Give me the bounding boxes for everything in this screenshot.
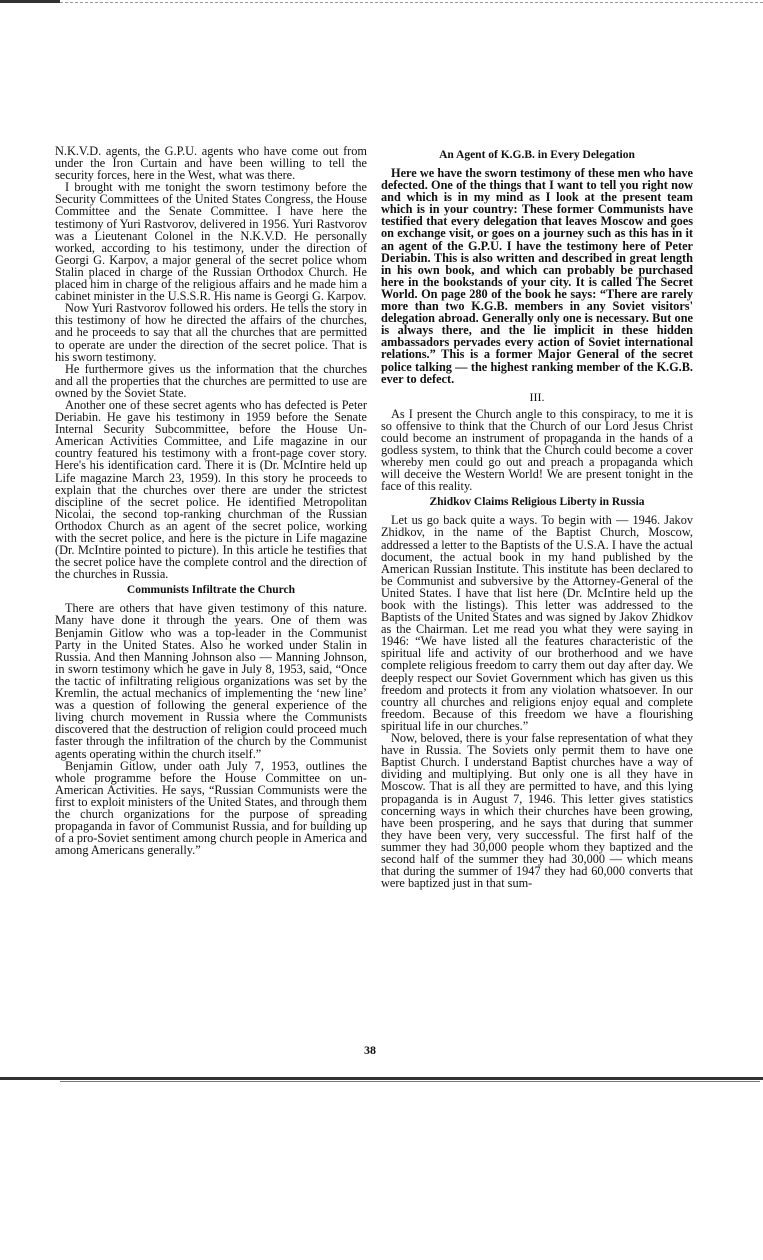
- left-paragraph-1: N.K.V.D. agents, the G.P.U. agents who have come out from under the Iron Curtain and have been willing to tell the security forces, here in the West, what was there.: [55, 144, 367, 183]
- section-heading-kgb-agent: An Agent of K.G.B. in Every Delegation: [439, 149, 635, 161]
- page-number: 38: [364, 1043, 376, 1057]
- section-heading-infiltrate: Communists Infiltrate the Church: [126, 584, 296, 597]
- right-paragraph-3: Let us go back quite a ways. To begin with — 1946. Jakov Zhidkov, in the name of the Baptist Church, Moscow, addressed a letter to the Baptists of the U.S.A. I have the actual document, the actual book in my hand published by the American Russian Institute. This institute has been declared to be Communist and subversive by the Attorney-General of the United States. I have that list here (Dr. McIntire held up the book with the listings). This letter was addressed to the Baptists of the United States and was signed by Jakov Zhidkov as the Chairman. Let me read you what they were saying in 1946: “We have listed all the features characteristic of the spiritual life and activity of our brotherhood and we have complete religious freedom to carry them out day after day. We deeply respect our Soviet Government which has given us this freedom and protects it from any violation whatsoever. In our country all churches and religions enjoy equal and complete freedom. Because of this freedom we have a flourishing spiritual life in our churches.”: [381, 513, 693, 733]
- right-paragraph-4: Now, beloved, there is your false representation of what they have in Russia. The Soviets only permit them to have one Baptist Church. I understand Baptist churches have a way of dividing and multiplying. But only one is all they have in Moscow. That is all they are permitted to have, and this lying propaganda is in August 7, 1946. This letter gives statistics concerning ways in which their churches have been growing, have been prospering, and he says that during that summer they have been very, very successful. The first half of the summer they had 30,000 people whom they baptized and the second half of the summer they had 30,000 — which means that during the summer of 1947 they had 60,000 converts that were baptized just in that sum-: [381, 731, 693, 891]
- section-number-iii: III.: [529, 389, 545, 404]
- left-paragraph-2: I brought with me tonight the sworn testimony before the Security Committees of the United States Congress, the House Committee and the Senate Committee. I have here the testimony of Yuri Rastvorov, delivered in 1956. Yuri Rastvorov was a Lieutenant Colonel in the N.K.V.D. He personally worked, according to his testimony, under the direction of Georgi G. Karpov, a major general of the secret police whom Stalin placed in charge of the Russian Orthodox Church. He placed him in charge of the religious affairs and he made him a cabinet minister in the U.S.S.R. His name is Georgi G. Karpov.: [55, 180, 367, 304]
- left-paragraph-6: There are others that have given testimony of this nature. Many have done it through the years. One of them was Benjamin Gitlow who was a top-leader in the Communist Party in the United States. Also he worked under Stalin in Russia. And then Manning Johnson also — Manning Johnson, in sworn testimony which he gave in July 8, 1953, said, “Once the tactic of infiltrating religious organizations was set by the Kremlin, the actual mechanics of implementing the ‘new line’ was a question of following the general experience of the living church movement in Russia where the Communists discovered that the destruction of religion could proceed much faster through the infiltration of the church by the Communist agents operating within the church itself.”: [55, 601, 367, 761]
- right-paragraph-1: Here we have the sworn testimony of these men who have defected. One of the things that I want to tell you right now and which is in my mind as I look at the present team which is in your country: These former Communists have testified that every delegation that leaves Moscow and goes on exchange visit, or goes on a journey such as this has in it an agent of the G.P.U. I have the testimony here of Peter Deriabin. This is also written and described in great length in his own book, and which can probably be purchased here in the bookstands of your city. It is called The Secret World. On page 280 of the book he says: “There are rarely more than two K.G.B. members in any Soviet visitors' delegation abroad. Generally only one is necessary. But one is always there, and the lie implicit in these hidden ambassadors pervades every action of Soviet international relations.” This is a former Major General of the secret police talking — the highest ranking member of the K.G.B. ever to defect.: [381, 166, 693, 386]
- left-paragraph-4: He furthermore gives us the information that the churches and all the properties that the churches are permitted to use are owned by the Soviet State.: [55, 361, 367, 400]
- left-paragraph-5: Another one of these secret agents who has defected is Peter Deriabin. He gave his testimony in 1959 before the Senate Internal Security Subcommittee, before the House Un-American Activities Committee, and Life magazine in our country featured his testimony with a front-page cover story. Here's his identification card. There it is (Dr. McIntire held up Life magazine March 23, 1959). In this story he proceeds to explain that the churches over there are under the strictest discipline of the secret police. He identified Metropolitan Nicolai, the second top-ranking churchman of the Russian Orthodox Church as an agent of the secret police, working with the secret police, and here is the picture in Life magazine (Dr. McIntire pointed to picture). In this article he testifies that the secret police have the complete control and the direction of the churches in Russia.: [55, 397, 367, 582]
- top-left-scan-mark: [0, 0, 60, 8]
- bottom-thin-rule: [60, 1081, 760, 1082]
- left-paragraph-7: Benjamin Gitlow, under oath July 7, 1953, outlines the whole programme before the House Committee on un-American Activities. He says, “Russian Communists were the first to exploit ministers of the United States, and through them the church organizations for the purpose of spreading propaganda in favor of Communist Russia, and for building up of a pro-Soviet sentiment among church people in America and among Americans generally.”: [55, 758, 367, 858]
- right-paragraph-2: As I present the Church angle to this conspiracy, to me it is so offensive to think that the Church of our Lord Jesus Christ could become an instrument of propaganda in the hands of a godless system, to think that the Church could become a cover whereby men could go out and preach a propaganda which will deceive the Western World! We are present tonight in the face of this reality.: [381, 406, 693, 494]
- top-scan-rule: [0, 2, 763, 3]
- section-heading-zhidkov: Zhidkov Claims Religious Liberty in Russia: [429, 496, 645, 509]
- left-column: [55, 145, 367, 856]
- bottom-scan-rule: [0, 1077, 763, 1080]
- left-paragraph-3: Now Yuri Rastvorov followed his orders. He tells the story in this testimony of how he directed the affairs of the churches, and he proceeds to say that all the churches that are permitted to operate are under the direction of the secret police. That is his sworn testimony.: [55, 301, 367, 364]
- right-column: [381, 145, 693, 889]
